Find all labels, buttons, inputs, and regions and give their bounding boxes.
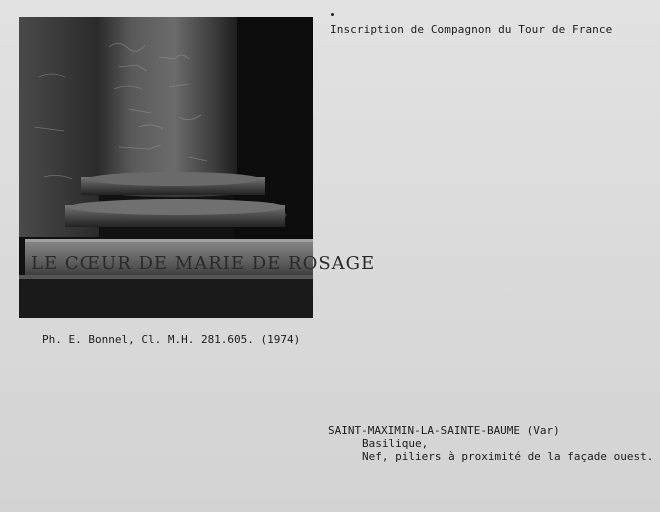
location-detail: Nef, piliers à proximité de la façade ouest.: [362, 450, 654, 463]
caption-bullet: [331, 13, 334, 16]
engraved-inscription: LE CŒUR DE MARIE DE ROSAGE: [31, 253, 376, 274]
location-building: Basilique,: [362, 437, 429, 450]
pillar-photo-graphic: [19, 17, 376, 318]
pillar-photograph: [19, 17, 376, 318]
photo-credit: Ph. E. Bonnel, Cl. M.H. 281.605. (1974): [42, 333, 301, 346]
location-block: [328, 424, 653, 463]
location-place: SAINT-MAXIMIN-LA-SAINTE-BAUME (Var): [328, 424, 560, 437]
caption-title: Inscription de Compagnon du Tour de France: [330, 23, 613, 36]
